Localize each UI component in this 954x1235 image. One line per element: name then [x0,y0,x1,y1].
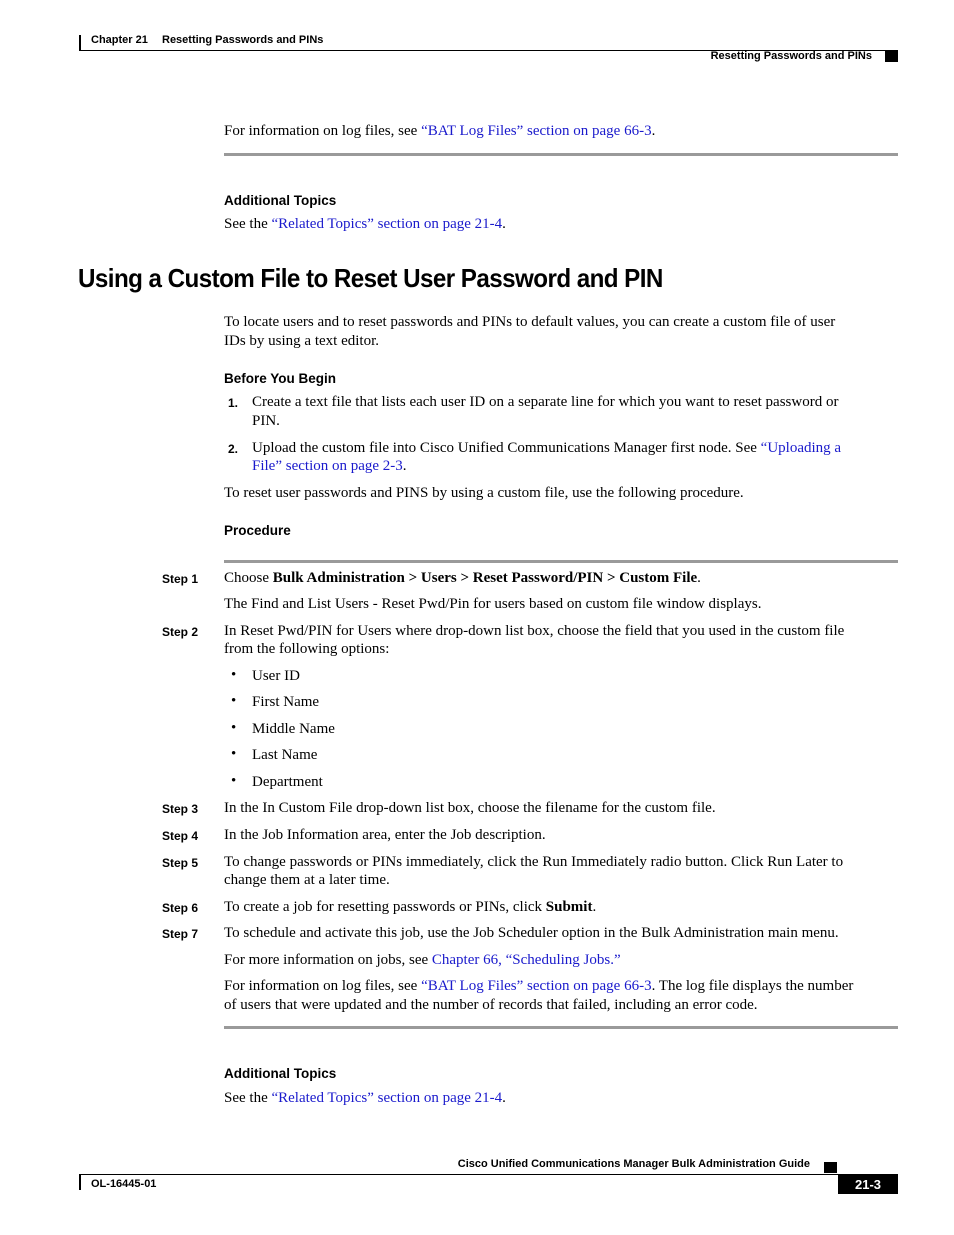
menu-path: Bulk Administration > Users > Reset Password/PIN > Custom File [272,570,698,586]
divider [224,1026,898,1029]
option-item: Last Name [252,747,318,763]
step-7-log-line2: of users that were updated and the number of records that failed, including an error code. [224,997,758,1013]
bullet-icon: • [231,720,237,736]
step-label: Step 6 [162,901,199,915]
step-7-more-info: For more information on jobs, see Chapter 66, “Scheduling Jobs.” [224,952,621,968]
bat-log-files-link[interactable]: “BAT Log Files” section on page 66-3 [421,978,652,994]
list-item-1-line2: PIN. [252,413,280,429]
bullet-icon: • [231,693,237,709]
step-2-line2: from the following options: [224,641,390,657]
uploading-file-link[interactable]: “Uploading a [760,440,842,456]
step-4-text: In the Job Information area, enter the Job description. [224,827,546,843]
footer-marker [824,1162,837,1173]
additional-topics-heading: Additional Topics [224,1066,337,1081]
option-item: Middle Name [252,721,335,737]
procedure-heading: Procedure [224,523,291,538]
step-label: Step 2 [162,625,199,639]
bullet-icon: • [231,667,237,683]
option-item: User ID [252,668,300,684]
uploading-file-link-cont[interactable]: File” section on page 2-3 [252,458,403,474]
additional-topics-paragraph: See the “Related Topics” section on page 21-4. [224,1090,506,1106]
section-intro-line1: To locate users and to reset passwords and PINs to default values, you can create a custom file of user [224,314,836,330]
bullet-icon: • [231,773,237,789]
step-label: Step 4 [162,829,199,843]
divider [224,153,898,156]
option-item: First Name [252,694,320,710]
step-7-text: To schedule and activate this job, use the Job Scheduler option in the Bulk Administration main menu. [224,925,839,941]
step-3-text: In the In Custom File drop-down list box, choose the filename for the custom file. [224,800,716,816]
bullet-icon: • [231,746,237,762]
step-label: Step 7 [162,927,199,941]
step-1-note: The Find and List Users - Reset Pwd/Pin for users based on custom file window displays. [224,596,762,612]
list-item-2-line2: File” section on page 2-3. [252,458,407,474]
list-item-2-line1: Upload the custom file into Cisco Unified Communications Manager first node. See “Uploading a [252,440,842,456]
footer-left-rule [79,1175,81,1190]
header-chapter-title: Resetting Passwords and PINs [162,34,324,46]
step-label: Step 1 [162,572,199,586]
step-6-text: To create a job for resetting passwords or PINs, click Submit. [224,899,597,915]
additional-topics-heading: Additional Topics [224,193,337,208]
additional-topics-paragraph: See the “Related Topics” section on page 21-4. [224,216,506,232]
page-number: 21-3 [838,1175,898,1194]
step-label: Step 5 [162,856,199,870]
header-chapter: Chapter 21 [91,34,148,46]
step-5-line2: change them at a later time. [224,872,390,888]
option-item: Department [252,774,323,790]
step-5-line1: To change passwords or PINs immediately, click the Run Immediately radio button. Click Run Later to [224,854,844,870]
related-topics-link[interactable]: “Related Topics” section on page 21-4 [271,216,503,232]
step-7-log-line1: For information on log files, see “BAT Log Files” section on page 66-3. The log file displays the number [224,978,854,994]
footer-guide-title: Cisco Unified Communications Manager Bulk Administration Guide [457,1158,810,1170]
step-1-text: Choose Bulk Administration > Users > Reset Password/PIN > Custom File. [224,570,701,586]
footer-doc-number: OL-16445-01 [91,1178,157,1190]
step-2-line1: In Reset Pwd/PIN for Users where drop-down list box, choose the field that you used in the custom file [224,623,845,639]
footer-rule [79,1174,898,1175]
list-number: 1. [228,396,239,410]
list-item-1-line1: Create a text file that lists each user ID on a separate line for which you want to reset password or [252,394,839,410]
before-you-begin-heading: Before You Begin [224,371,337,386]
procedure-intro: To reset user passwords and PINS by using a custom file, use the following procedure. [224,485,744,501]
step-label: Step 3 [162,802,199,816]
bat-log-files-link[interactable]: “BAT Log Files” section on page 66-3 [421,123,652,139]
section-title: Using a Custom File to Reset User Password and PIN [78,263,663,293]
scheduling-jobs-link[interactable]: Chapter 66, “Scheduling Jobs.” [431,952,621,968]
header-marker [885,51,898,62]
header-left-rule [79,35,81,50]
list-number: 2. [228,442,239,456]
divider [224,560,898,563]
related-topics-link[interactable]: “Related Topics” section on page 21-4 [271,1090,503,1106]
intro-paragraph: For information on log files, see “BAT Log Files” section on page 66-3. [224,123,656,139]
submit-label: Submit [545,899,593,915]
section-intro-line2: IDs by using a text editor. [224,333,379,349]
header-running-title: Resetting Passwords and PINs [710,50,872,62]
